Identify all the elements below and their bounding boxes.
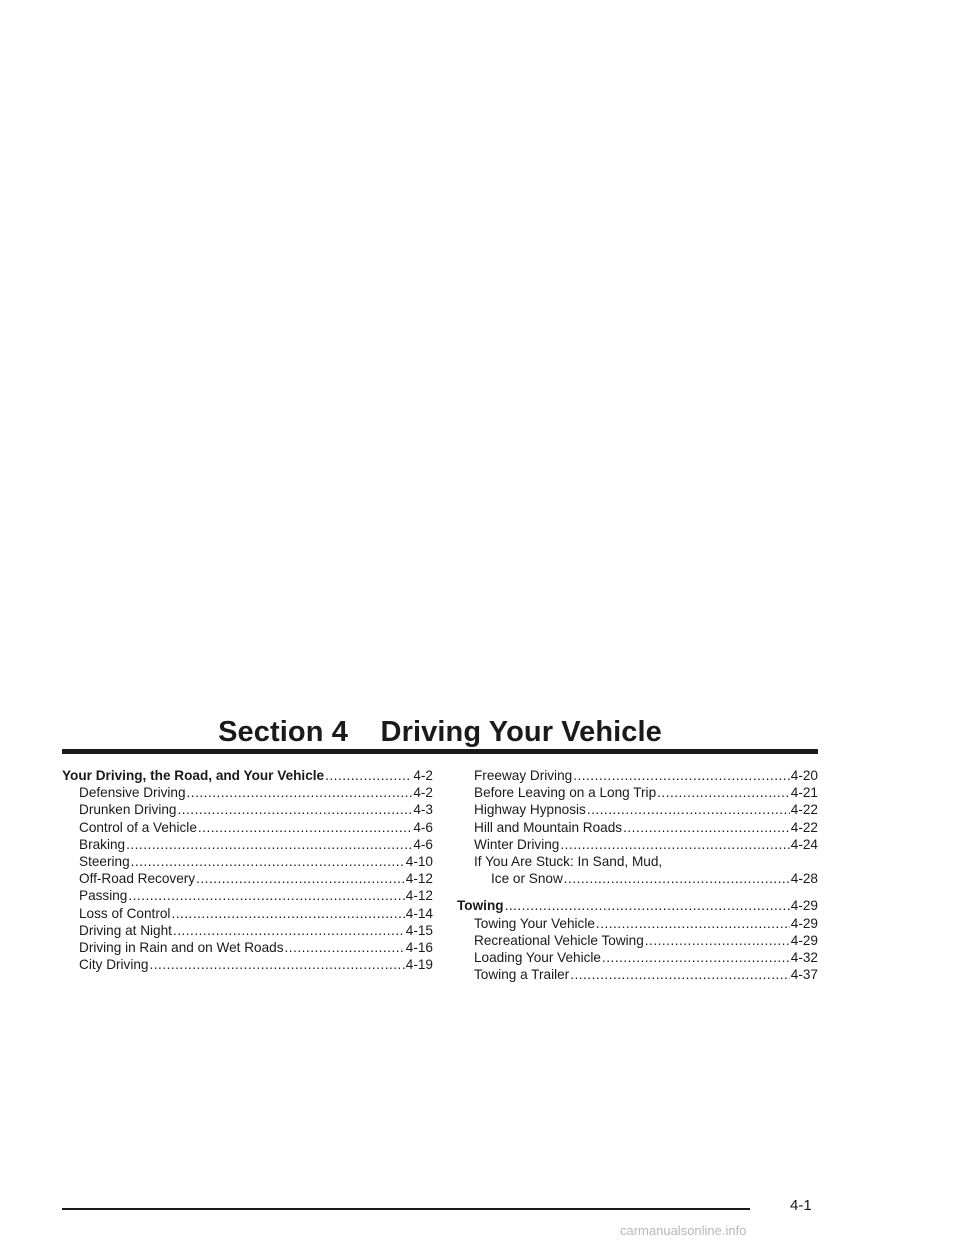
section-title: Section 4 Driving Your Vehicle xyxy=(218,716,662,748)
toc-entry-label: Drunken Driving xyxy=(79,802,177,818)
toc-entry-label: Off-Road Recovery xyxy=(79,871,196,887)
toc-entry[interactable] xyxy=(457,870,818,887)
toc-leader-dots xyxy=(623,819,790,836)
toc-leader-dots xyxy=(285,939,405,956)
toc-entry-label: Driving at Night xyxy=(79,922,172,938)
toc-page-number: 4-32 xyxy=(790,950,818,966)
toc-chapter-entry[interactable] xyxy=(62,767,433,784)
toc-leader-dots xyxy=(126,836,412,853)
toc-entry-label: Braking xyxy=(79,836,126,852)
toc-entry[interactable] xyxy=(457,966,818,983)
toc-column-left xyxy=(62,767,433,973)
toc-leader-dots xyxy=(573,767,790,784)
toc-page-number: 4-22 xyxy=(790,819,818,835)
toc-page-number: 4-6 xyxy=(413,836,433,852)
toc-page-number: 4-29 xyxy=(790,932,818,948)
toc-page-number: 4-19 xyxy=(405,957,433,973)
toc-entry-label: Highway Hypnosis xyxy=(474,802,586,818)
toc-leader-dots xyxy=(171,905,404,922)
toc-entry-label: Winter Driving xyxy=(474,836,560,852)
toc-entry-label: Towing Your Vehicle xyxy=(474,915,595,931)
toc-page-number: 4-29 xyxy=(790,898,818,914)
toc-leader-dots xyxy=(560,836,789,853)
toc-entry[interactable] xyxy=(62,853,433,870)
toc-leader-dots xyxy=(173,922,405,939)
toc-entry[interactable] xyxy=(62,939,433,956)
toc-entry-label: If You Are Stuck: In Sand, Mud, xyxy=(474,854,663,870)
toc-entry[interactable] xyxy=(62,870,433,887)
toc-entry[interactable] xyxy=(62,819,433,836)
toc-page-number: 4-37 xyxy=(790,967,818,983)
toc-page-number: 4-12 xyxy=(405,871,433,887)
toc-entry[interactable] xyxy=(62,784,433,801)
toc-leader-dots xyxy=(198,819,412,836)
toc-leader-dots xyxy=(177,801,412,818)
toc-entry-label: Recreational Vehicle Towing xyxy=(474,932,644,948)
toc-page-number: 4-14 xyxy=(405,905,433,921)
toc-page-number: 4-16 xyxy=(405,940,433,956)
toc-leader-dots xyxy=(596,915,790,932)
toc-page-number: 4-21 xyxy=(790,785,818,801)
toc-page-number: 4-20 xyxy=(790,768,818,783)
toc-page-number: 4-6 xyxy=(413,819,433,835)
toc-leader-dots xyxy=(325,767,412,784)
watermark: carmanualsonline.info xyxy=(620,1223,747,1238)
toc-column-right xyxy=(457,767,818,983)
toc-entry-label: Loss of Control xyxy=(79,905,171,921)
toc-page-number: 4-22 xyxy=(790,802,818,818)
toc-entry[interactable] xyxy=(457,767,818,784)
page-number: 4-1 xyxy=(790,1197,812,1214)
title-rule xyxy=(62,749,818,754)
toc-entry-label: Freeway Driving xyxy=(474,768,573,783)
toc-leader-dots xyxy=(602,949,790,966)
toc-entry[interactable] xyxy=(457,932,818,949)
toc-entry[interactable] xyxy=(457,949,818,966)
toc-entry[interactable] xyxy=(457,819,818,836)
toc-leader-dots xyxy=(150,956,405,973)
toc-entry-label: Before Leaving on a Long Trip xyxy=(474,785,657,801)
toc-leader-dots xyxy=(657,784,790,801)
toc-page-number: 4-12 xyxy=(405,888,433,904)
toc-page-number: 4-10 xyxy=(405,854,433,870)
toc-entry-label: Hill and Mountain Roads xyxy=(474,819,623,835)
toc-entry-label: Loading Your Vehicle xyxy=(474,950,601,966)
toc-page-number: 4-15 xyxy=(405,922,433,938)
toc-leader-dots xyxy=(645,932,790,949)
toc-chapter-entry[interactable] xyxy=(457,897,818,914)
toc-leader-dots xyxy=(187,784,413,801)
toc-page-number: 4-24 xyxy=(790,836,818,852)
toc-spacer xyxy=(457,887,818,897)
toc-entry[interactable] xyxy=(62,922,433,939)
toc-entry-label: Your Driving, the Road, and Your Vehicle xyxy=(62,768,325,783)
toc-page-number: 4-28 xyxy=(790,871,818,887)
toc-entry[interactable] xyxy=(457,784,818,801)
toc-entry-label: Control of a Vehicle xyxy=(79,819,197,835)
toc-entry[interactable] xyxy=(62,887,433,904)
toc-leader-dots xyxy=(587,801,790,818)
toc-entry[interactable] xyxy=(62,836,433,853)
footer-rule xyxy=(62,1208,750,1210)
toc-page-number: 4-2 xyxy=(413,785,433,801)
toc-entry-label: Steering xyxy=(79,854,130,870)
toc-page-number: 4-2 xyxy=(413,768,433,783)
toc-leader-dots xyxy=(570,966,790,983)
toc-entry[interactable] xyxy=(457,801,818,818)
toc-page-number: 4-29 xyxy=(790,915,818,931)
toc-entry[interactable] xyxy=(62,905,433,922)
toc-entry-label: Defensive Driving xyxy=(79,785,186,801)
toc-entry-label: Driving in Rain and on Wet Roads xyxy=(79,940,284,956)
toc-entry-label: Ice or Snow xyxy=(491,871,563,887)
toc-entry[interactable] xyxy=(62,801,433,818)
toc-leader-dots xyxy=(196,870,405,887)
toc-leader-dots xyxy=(564,870,790,887)
toc-entry-label: Passing xyxy=(79,888,128,904)
toc-entry[interactable] xyxy=(457,915,818,932)
toc-entry[interactable] xyxy=(62,956,433,973)
toc-entry-label: Towing xyxy=(457,898,504,914)
toc-leader-dots xyxy=(505,897,790,914)
toc-page-number: 4-3 xyxy=(413,802,433,818)
toc-leader-dots xyxy=(131,853,405,870)
toc-leader-dots xyxy=(128,887,404,904)
toc-entry-label: City Driving xyxy=(79,957,149,973)
toc-entry-label: Towing a Trailer xyxy=(474,967,570,983)
toc-entry[interactable] xyxy=(457,836,818,853)
